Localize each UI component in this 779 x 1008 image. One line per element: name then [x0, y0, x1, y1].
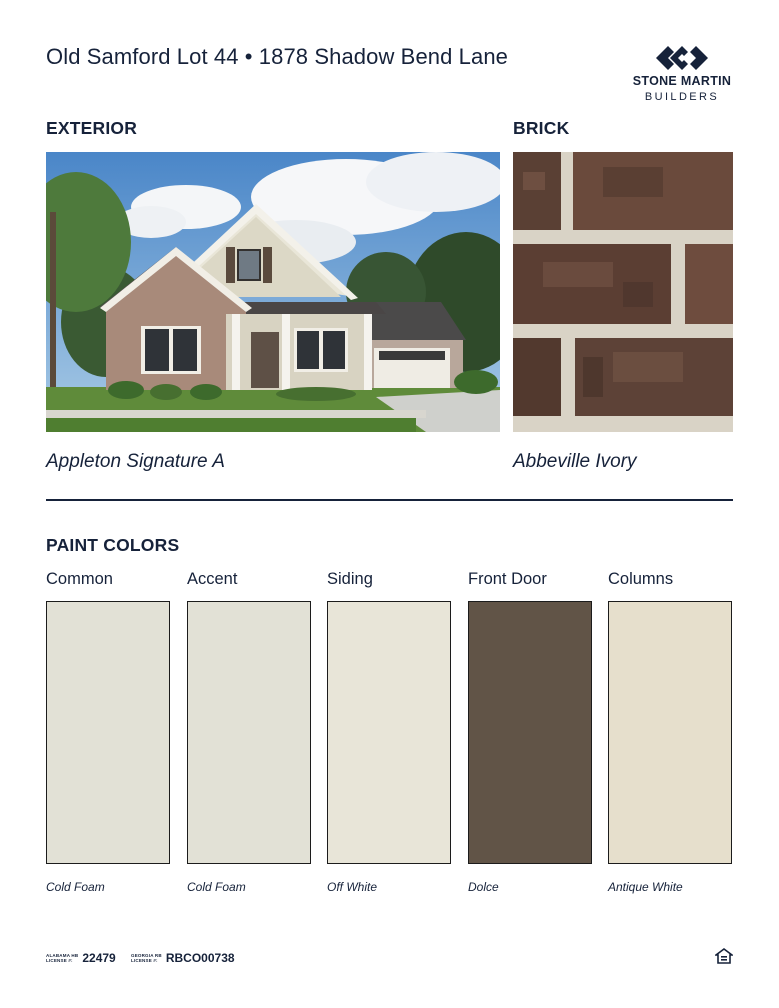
license-georgia-number: RBCO00738 — [165, 950, 235, 965]
paint-label-columns: Columns — [608, 570, 674, 588]
exterior-plan-name: Appleton Signature A — [46, 451, 225, 472]
brick-swatch-image — [513, 152, 733, 432]
paint-name-accent: Cold Foam — [187, 880, 246, 894]
equal-housing-icon — [715, 948, 733, 969]
paint-swatch-accent — [187, 601, 311, 864]
paint-label-common: Common — [46, 570, 113, 588]
section-divider — [46, 499, 733, 501]
exterior-rendering — [46, 152, 500, 432]
paint-name-columns: Antique White — [608, 880, 683, 894]
paint-name-common: Cold Foam — [46, 880, 105, 894]
paint-label-siding: Siding — [327, 570, 373, 588]
paint-swatch-columns — [608, 601, 732, 864]
brick-heading: BRICK — [513, 118, 570, 138]
paint-name-front-door: Dolce — [468, 880, 499, 894]
paint-swatch-siding — [327, 601, 451, 864]
license-alabama — [46, 950, 116, 965]
license-georgia — [131, 950, 235, 965]
paint-name-siding: Off White — [327, 880, 378, 894]
paint-label-accent: Accent — [187, 570, 238, 588]
logo-subtitle: BUILDERS — [644, 91, 720, 103]
license-alabama-caption: ALABAMA HB LICENSE #: — [46, 952, 79, 963]
paint-colors-heading: PAINT COLORS — [46, 535, 180, 555]
stone-martin-logo-icon — [656, 44, 708, 72]
logo-wordmark: STONE MARTIN — [632, 74, 732, 88]
exterior-heading: EXTERIOR — [46, 118, 138, 138]
page-title: Old Samford Lot 44 • 1878 Shadow Bend Lane — [46, 44, 508, 69]
paint-label-front-door: Front Door — [468, 570, 547, 588]
license-georgia-caption: GEORGIA RB LICENSE #: — [131, 952, 162, 963]
brand-logo — [628, 44, 736, 106]
license-alabama-number: 22479 — [82, 950, 116, 965]
brick-name: Abbeville Ivory — [513, 451, 637, 472]
paint-swatch-common — [46, 601, 170, 864]
paint-swatch-front-door — [468, 601, 592, 864]
